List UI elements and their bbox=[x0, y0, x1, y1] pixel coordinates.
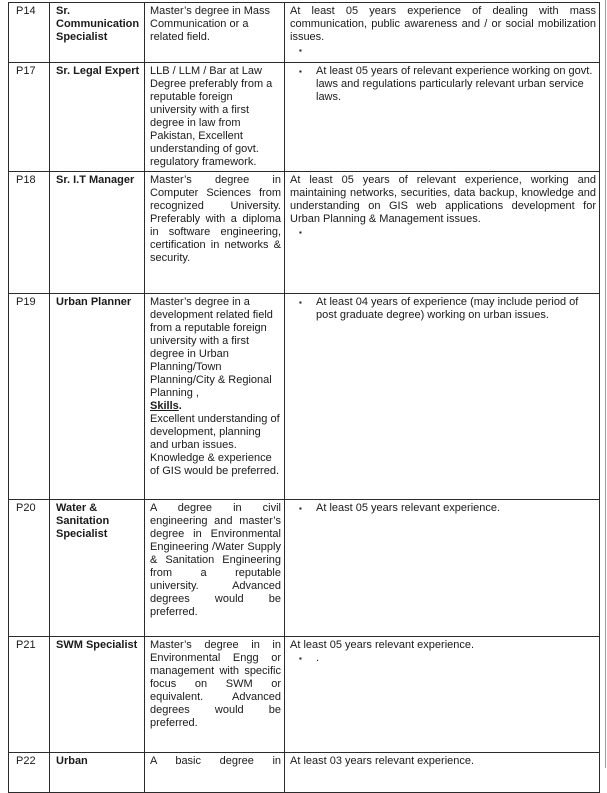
experience-bullet-item bbox=[290, 226, 596, 239]
qualification-text: Master’s degree in Computer Sciences from recognized University. Preferably with a diploma in software engineering, certification in networks & security. bbox=[150, 174, 281, 264]
experience-text: At least 05 years relevant experience. bbox=[290, 639, 475, 651]
experience-cell bbox=[285, 753, 600, 793]
position-title: SWM Specialist bbox=[50, 637, 145, 753]
bullet-icon: ▪ bbox=[299, 298, 302, 307]
table-row bbox=[9, 637, 600, 753]
experience-bullet-item bbox=[290, 65, 596, 104]
experience-cell bbox=[285, 294, 600, 500]
position-code: P17 bbox=[9, 63, 50, 172]
qualification-cell bbox=[145, 294, 285, 500]
bullet-icon: ▪ bbox=[299, 654, 302, 663]
experience-cell bbox=[285, 63, 600, 172]
qualification-text: Master’s degree in a development related field from a reputable foreign university with a first degree in Urban Planning/Town Planning/City & Regional Planning , bbox=[150, 296, 273, 399]
experience-cell bbox=[285, 3, 600, 63]
experience-bullet-text: . bbox=[316, 652, 320, 664]
qualification-text: Master’s degree in in Environmental Engg or management with specific focus on SWM or equivalent. Advanced degrees would be preferred. bbox=[150, 639, 281, 729]
bullet-icon: ▪ bbox=[299, 504, 302, 513]
position-code: P21 bbox=[9, 637, 50, 753]
position-title: Water & Sanitation Specialist bbox=[50, 500, 145, 637]
position-title: Sr. I.T Manager bbox=[50, 172, 145, 294]
experience-bullet-text: At least 04 years of experience (may include period of post graduate degree) working on urban issues. bbox=[316, 296, 579, 321]
experience-bullet-item bbox=[290, 296, 596, 322]
position-title: Urban bbox=[50, 753, 145, 793]
experience-text: At least 05 years of relevant experience, working and maintaining networks, securities, data backup, knowledge and understanding on GIS web applications development for Urban Planning & Management issues. bbox=[290, 174, 596, 225]
qualification-cell bbox=[145, 3, 285, 63]
position-title: Urban Planner bbox=[50, 294, 145, 500]
qualification-text: Master’s degree in Mass Communication or a related field. bbox=[150, 5, 271, 43]
qualification-text: Excellent understanding of development, planning and urban issues. Knowledge & experience of GIS would be preferred. bbox=[150, 413, 280, 477]
experience-bullet-item bbox=[290, 652, 596, 665]
experience-cell bbox=[285, 637, 600, 753]
experience-cell bbox=[285, 500, 600, 637]
experience-bullet-text bbox=[316, 226, 596, 239]
experience-cell bbox=[285, 172, 600, 294]
position-code: P14 bbox=[9, 3, 50, 63]
qualification-cell bbox=[145, 753, 285, 793]
qualification-text: A degree in civil engineering and master’s degree in Environmental Engineering /Water Supply & Sanitation Engineering from a reputable university. Advanced degrees would be preferred. bbox=[150, 502, 281, 618]
qualification-cell bbox=[145, 63, 285, 172]
table-row bbox=[9, 172, 600, 294]
qualification-text: A basic degree in bbox=[150, 755, 281, 767]
position-title: Sr. Communication Specialist bbox=[50, 3, 145, 63]
experience-text: At least 03 years relevant experience. bbox=[290, 755, 475, 767]
skills-heading: Skills. bbox=[150, 400, 182, 412]
page-scan-edge-line bbox=[605, 0, 606, 768]
table-row bbox=[9, 500, 600, 637]
experience-bullet-text bbox=[316, 44, 596, 57]
position-code: P20 bbox=[9, 500, 50, 637]
qualification-cell bbox=[145, 637, 285, 753]
table-row bbox=[9, 294, 600, 500]
bullet-icon: ▪ bbox=[299, 228, 302, 237]
experience-bullet-text: At least 05 years relevant experience. bbox=[316, 502, 501, 514]
experience-text: At least 05 years experience of dealing with mass communication, public awareness and / or social mobilization issues. bbox=[290, 5, 596, 43]
position-code: P18 bbox=[9, 172, 50, 294]
qualification-cell bbox=[145, 500, 285, 637]
position-code: P19 bbox=[9, 294, 50, 500]
experience-bullet-item bbox=[290, 502, 596, 515]
position-code: P22 bbox=[9, 753, 50, 793]
table-row bbox=[9, 3, 600, 63]
qualification-text: LLB / LLM / Bar at Law Degree preferably from a reputable foreign university with a first degree in law from Pakistan, Excellent understanding of govt. regulatory framework. bbox=[150, 65, 273, 168]
experience-bullet-item bbox=[290, 44, 596, 57]
bullet-icon: ▪ bbox=[299, 67, 302, 76]
positions-table bbox=[8, 2, 600, 793]
position-title: Sr. Legal Expert bbox=[50, 63, 145, 172]
experience-bullet-text: At least 05 years of relevant experience working on govt. laws and regulations particularly relevant urban service laws. bbox=[316, 65, 593, 103]
table-row bbox=[9, 753, 600, 793]
bullet-icon: ▪ bbox=[299, 46, 302, 55]
qualification-cell bbox=[145, 172, 285, 294]
table-row bbox=[9, 63, 600, 172]
